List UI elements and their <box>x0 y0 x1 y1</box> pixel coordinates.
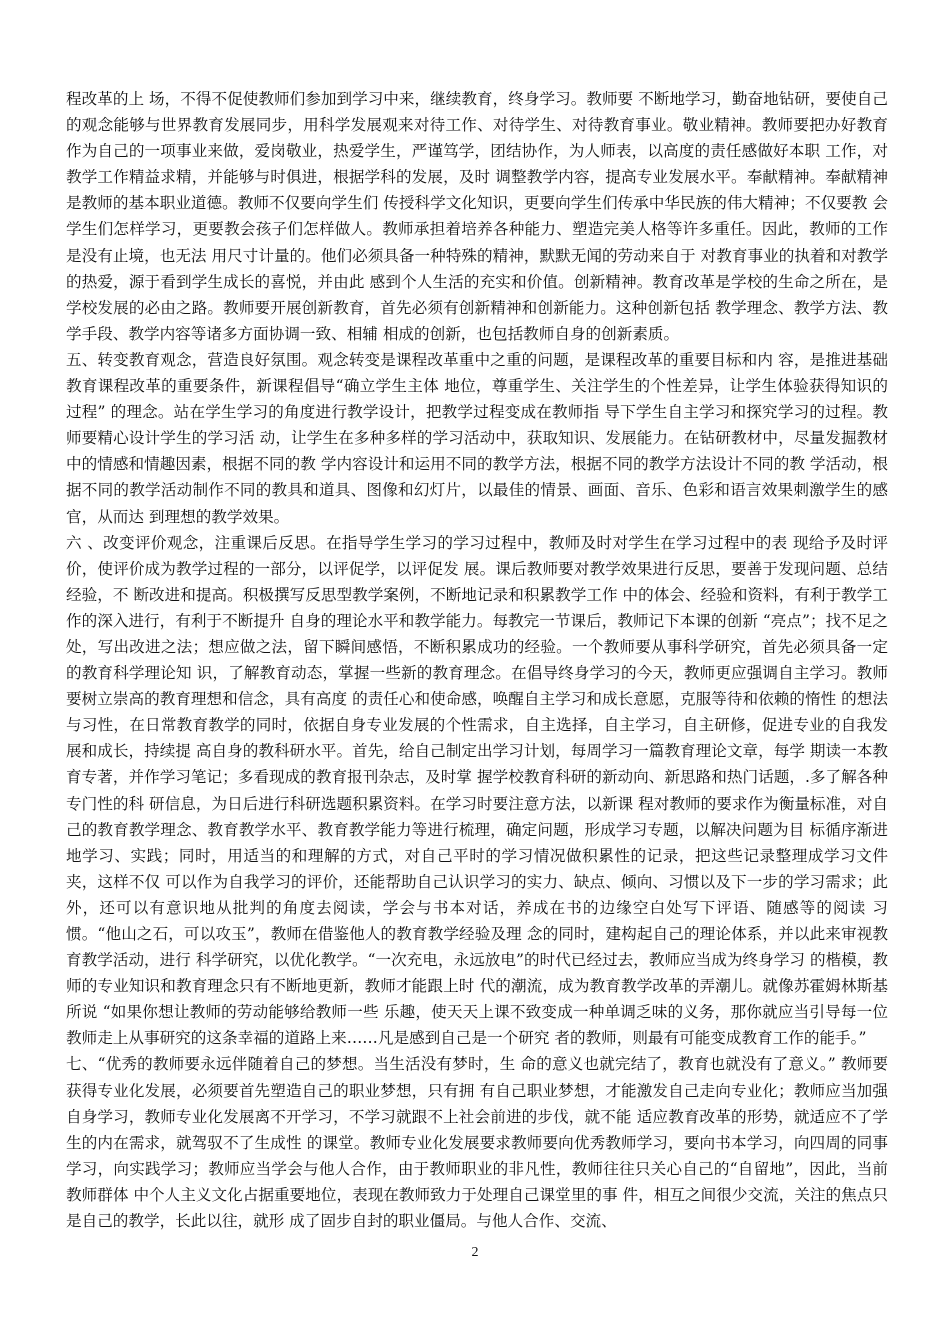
document-body <box>66 86 888 1234</box>
paragraph-section-six: 六 、改变评价观念，注重课后反思。在指导学生学习的学习过程中，教师及时对学生在学习过程中的表 现给予及时评价，使评价成为教学过程的一部分，以评促学，以评促发 展。课后教师要对教学效果进行反思，要善于发现问题、总结经验，不 断改进和提高。积极撰写反思型教学案例，不断地记录和积累教学工作 中的体会、经验和资料，有利于教学工作的深入进行，有利于不断提升 自身的理论水平和教学能力。每教完一节课后，教师记下本课的创新 “亮点”；找不足之处，写出改进之法；想应做之法，留下瞬间感悟，不断积累成功的经验。一个教师要从事科学研究，首先必须具备一定的教育科学理论知 识，了解教育动态，掌握一些新的教育理念。在倡导终身学习的今天，教师更应强调自主学习。教师要树立崇高的教育理想和信念，具有高度 的责任心和使命感，唤醒自主学习和成长意愿，克服等待和依赖的惰性 的想法与习性，在日常教育教学的同时，依据自身专业发展的个性需求，自主选择，自主学习，自主研修，促进专业的自我发展和成长，持续提 高自身的教科研水平。首先，给自己制定出学习计划，每周学习一篇教育理论文章，每学 期读一本教育专著，并作学习笔记；多看现成的教育报刊杂志，及时掌 握学校教育科研的新动向、新思路和热门话题，.多了解各种专门性的科 研信息，为日后进行科研选题积累资料。在学习时要注意方法，以新课 程对教师的要求作为衡量标准，对自己的教育教学理念、教育教学水平、教育教学能力等进行梳理，确定问题，形成学习专题，以解决问题为目 标循序渐进地学习、实践；同时，用适当的和理解的方式，对自己平时的学习情况做积累性的记录，把这些记录整理成学习文件夹，这样不仅 可以作为自我学习的评价，还能帮助自己认识学习的实力、缺点、倾向、习惯以及下一步的学习需求；此外，还可以有意识地从批判的角度去阅读，学会与书本对话，养成在书的边缘空白处写下评语、随感等的阅读 习惯。“他山之石，可以攻玉”，教师在借鉴他人的教育教学经验及理 念的同时，建构起自己的理论体系，并以此来审视教育教学活动，进行 科学研究，以优化教学。“一次充电，永远放电”的时代已经过去，教师应当成为终身学习 的楷模，教师的专业知识和教育理念只有不断地更新，教师才能跟上时 代的潮流，成为教育教学改革的弄潮儿。就像苏霍姆林斯基所说 “如果你想让教师的劳动能够给教师一些 乐趣，使天天上课不致变成一种单调乏味的义务，那你就应当引导每一位 教师走上从事研究的这条幸福的道路上来……凡是感到自己是一个研究 者的教师，则最有可能变成教育工作的能手。” <box>66 533 888 1048</box>
page-number: 2 <box>471 1245 479 1260</box>
paragraph-continued: 程改革的上 场，不得不促使教师们参加到学习中来，继续教育，终身学习。教师要 不断地学习，勤奋地钻研，要使自己的观念能够与世界教育发展同步，用科学发展观来对待工作、对待学生、对待教育事业。敬业精神。教师要把办好教育作为自己的一项事业来做，爱岗敬业，热爱学生，严谨笃学，团结协作，为人师表，以高度的责任感做好本职 工作，对教学工作精益求精，并能够与时俱进，根据学科的发展，及时 调整教学内容，提高专业发展水平。奉献精神。奉献精神是教师的基本职业道德。教师不仅要向学生们 传授科学文化知识，更要向学生们传承中华民族的伟大精神；不仅要教 会学生们怎样学习，更要教会孩子们怎样做人。教师承担着培养各种能力、塑造完美人格等许多重任。因此，教师的工作是没有止境，也无法 用尺寸计量的。他们必须具备一种特殊的精神，默默无闻的劳动来自于 对教育事业的执着和对教学的热爱，源于看到学生成长的喜悦，并由此 感到个人生活的充实和价值。创新精神。教育改革是学校的生命之所在，是学校发展的必由之路。教师要开展创新教育，首先必须有创新精神和创新能力。这种创新包括 教学理念、教学方法、教学手段、教学内容等诸多方面协调一致、相辅 相成的创新，也包括教师自身的创新素质。 <box>66 90 888 343</box>
paragraph-section-seven: 七、“优秀的教师要永远伴随着自己的梦想。当生活没有梦时，生 命的意义也就完结了，教育也就没有了意义。” 教师要获得专业化发展，必须要首先塑造自己的职业梦想，只有拥 有自己职业梦想，才能激发自己走向专业化；教师应当加强自身学习，教师专业化发展离不开学习，不学习就跟不上社会前进的步伐，就不能 适应教育改革的形势，就适应不了学生的内在需求，就驾驭不了生成性 的课堂。教师专业化发展要求教师要向优秀教师学习，要向书本学习，向四周的同事学习，向实践学习；教师应当学会与他人合作，由于教师职业的非凡性，教师往往只关心自己的“自留地”，因此，当前教师群体 中个人主义文化占据重要地位，表现在教师致力于处理自己课堂里的事 件，相互之间很少交流，关注的焦点只是自己的教学，长此以往，就形 成了固步自封的职业僵局。与他人合作、交流、 <box>66 1055 888 1231</box>
paragraph-section-five: 五、转变教育观念，营造良好氛围。观念转变是课程改革重中之重的问题，是课程改革的重要目标和内 容，是推进基础教育课程改革的重要条件，新课程倡导“确立学生主体 地位，尊重学生、关注学生的个性差异，让学生体验获得知识的过程” 的理念。站在学生学习的角度进行教学设计，把教学过程变成在教师指 导下学生自主学习和探究学习的过程。教师要精心设计学生的学习活 动，让学生在多种多样的学习活动中，获取知识、发展能力。在钻研教材中，尽量发掘教材中的情感和情趣因素，根据不同的教 学内容设计和运用不同的教学方法，根据不同的教学方法设计不同的教 学活动，根据不同的教学活动制作不同的教具和道具、图像和幻灯片，以最佳的情景、画面、音乐、色彩和语言效果刺激学生的感官，从而达 到理想的教学效果。 <box>66 350 888 526</box>
